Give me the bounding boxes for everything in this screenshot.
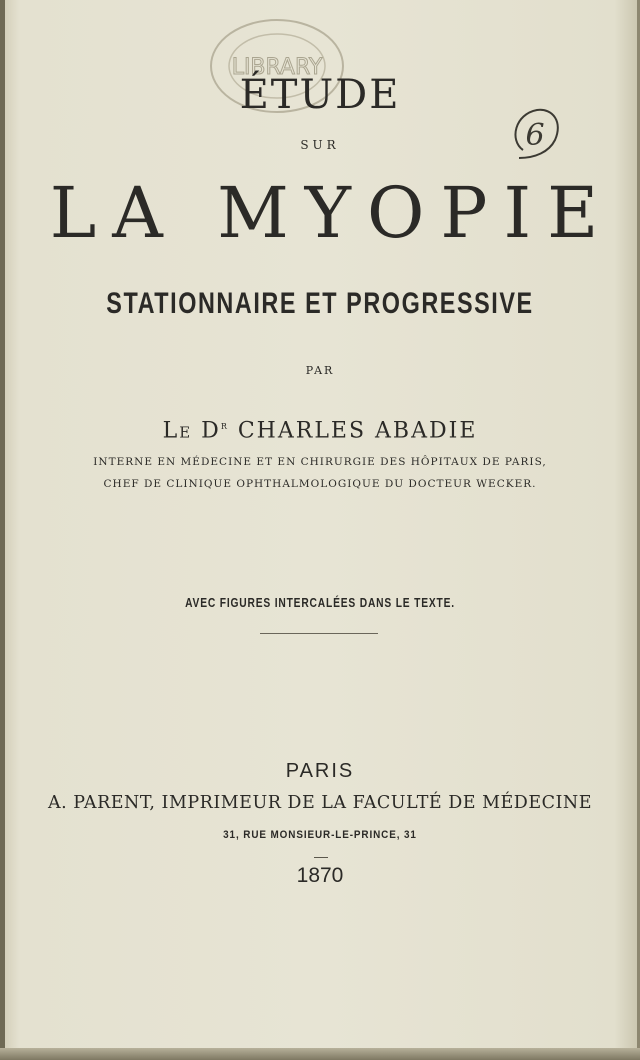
page-left-edge xyxy=(0,0,5,1060)
page-title: LA MYOPIE xyxy=(49,172,615,254)
page-subtitle: STATIONNAIRE ET PROGRESSIVE xyxy=(106,287,534,320)
imprint-dash xyxy=(314,857,328,858)
author xyxy=(0,418,640,443)
imprint-city: PARIS xyxy=(285,760,355,782)
byline-par: PAR xyxy=(305,364,335,377)
shelfmark-text: 6 xyxy=(525,118,545,153)
author-credential-1: INTERNE EN MÉDECINE ET EN CHIRURGIE DES HÔPITAUX DE PARIS, xyxy=(93,456,547,468)
divider-rule xyxy=(260,633,378,634)
page-bottom-edge xyxy=(0,1048,640,1060)
author-credential-2: CHEF DE CLINIQUE OPHTHALMOLOGIQUE DU DOCTEUR WECKER. xyxy=(103,478,537,490)
imprint-address: 31, RUE MONSIEUR-LE-PRINCE, 31 xyxy=(223,829,417,841)
title-sur: SUR xyxy=(300,138,340,152)
author-prefix-sup: r xyxy=(220,418,229,432)
author-name: CHARLES ABADIE xyxy=(237,418,478,444)
figures-note: AVEC FIGURES INTERCALÉES DANS LE TEXTE. xyxy=(185,596,455,610)
stamp-text: LIBRARY xyxy=(231,55,323,80)
imprint-year: 1870 xyxy=(296,864,344,887)
title-etude: ÉTUDE xyxy=(239,72,401,118)
imprint-printer: A. PARENT, IMPRIMEUR DE LA FACULTÉ DE MÉDECINE xyxy=(48,793,592,813)
author-prefix: Le D xyxy=(162,418,221,444)
